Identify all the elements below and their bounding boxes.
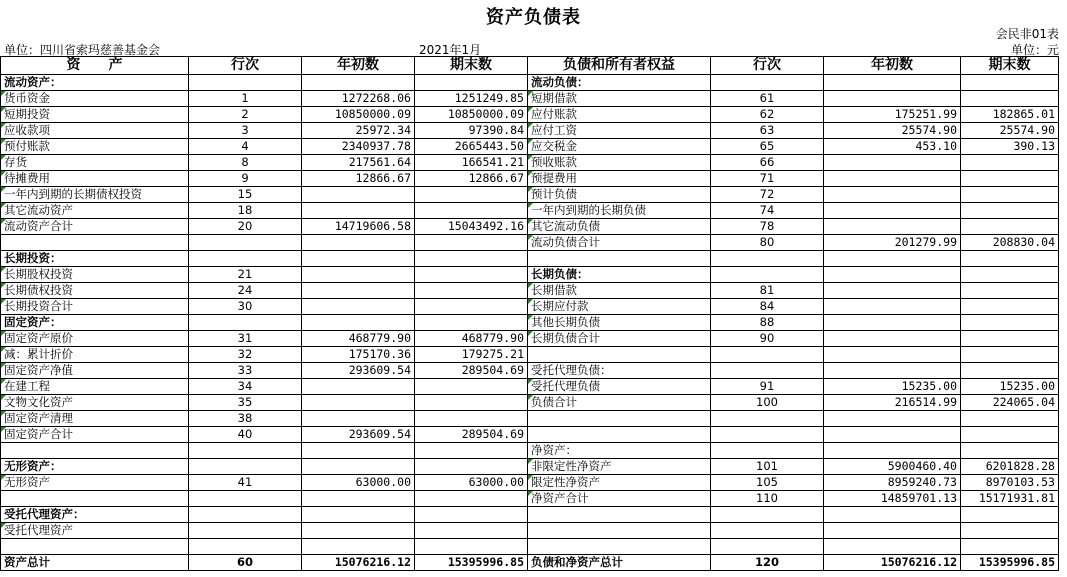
asset-line-cell[interactable]: 1 bbox=[189, 91, 302, 107]
liability-line-cell[interactable]: 81 bbox=[711, 283, 824, 299]
liability-line-cell[interactable]: 110 bbox=[711, 491, 824, 507]
asset-begin-cell[interactable] bbox=[302, 395, 415, 411]
liability-line-cell[interactable] bbox=[711, 347, 824, 363]
liability-name-cell[interactable]: 受托代理负债 bbox=[528, 379, 711, 395]
asset-begin-cell[interactable] bbox=[302, 507, 415, 523]
asset-begin-cell[interactable] bbox=[302, 187, 415, 203]
asset-line-cell[interactable]: 21 bbox=[189, 267, 302, 283]
asset-end-cell[interactable] bbox=[415, 539, 528, 555]
asset-name-cell[interactable]: 应收款项 bbox=[1, 123, 189, 139]
table-row bbox=[1, 315, 1059, 331]
table-row bbox=[1, 171, 1059, 187]
liability-line-cell[interactable] bbox=[711, 523, 824, 539]
liability-begin-cell[interactable] bbox=[824, 155, 961, 171]
liability-name-cell[interactable]: 净资产： bbox=[528, 443, 711, 459]
liability-begin-cell[interactable] bbox=[824, 91, 961, 107]
liability-line-cell[interactable]: 74 bbox=[711, 203, 824, 219]
liability-begin-cell[interactable]: 201279.99 bbox=[824, 235, 961, 251]
asset-end-cell[interactable] bbox=[415, 75, 528, 91]
asset-begin-cell[interactable]: 468779.90 bbox=[302, 331, 415, 347]
asset-line-cell[interactable]: 34 bbox=[189, 379, 302, 395]
asset-end-cell[interactable] bbox=[415, 203, 528, 219]
currency-unit: 单位：元 bbox=[1010, 43, 1059, 57]
asset-begin-cell[interactable] bbox=[302, 267, 415, 283]
asset-line-cell[interactable]: 35 bbox=[189, 395, 302, 411]
asset-end-cell[interactable] bbox=[415, 283, 528, 299]
liability-end-cell[interactable] bbox=[961, 347, 1059, 363]
asset-line-cell[interactable] bbox=[189, 523, 302, 539]
liability-name-cell[interactable]: 一年内到期的长期负债 bbox=[528, 203, 711, 219]
liability-end-cell[interactable] bbox=[961, 523, 1059, 539]
col-header-end[interactable]: 期末数 bbox=[415, 57, 528, 75]
liability-end-cell[interactable] bbox=[961, 411, 1059, 427]
asset-end-cell[interactable]: 2665443.50 bbox=[415, 139, 528, 155]
asset-name-cell[interactable]: 固定资产： bbox=[1, 315, 189, 331]
asset-name-cell[interactable]: 短期投资 bbox=[1, 107, 189, 123]
liability-line-cell[interactable]: 100 bbox=[711, 395, 824, 411]
asset-end-cell[interactable]: 1251249.85 bbox=[415, 91, 528, 107]
liability-end-cell[interactable] bbox=[961, 507, 1059, 523]
asset-begin-cell[interactable] bbox=[302, 203, 415, 219]
liability-begin-cell[interactable]: 15076216.12 bbox=[824, 555, 961, 571]
asset-begin-cell[interactable] bbox=[302, 379, 415, 395]
asset-line-cell[interactable] bbox=[189, 443, 302, 459]
liability-end-cell[interactable] bbox=[961, 267, 1059, 283]
asset-line-cell[interactable]: 30 bbox=[189, 299, 302, 315]
asset-line-cell[interactable] bbox=[189, 459, 302, 475]
liability-begin-cell[interactable] bbox=[824, 283, 961, 299]
col-header-end2[interactable]: 期末数 bbox=[961, 57, 1059, 75]
asset-line-cell[interactable] bbox=[189, 491, 302, 507]
liability-begin-cell[interactable]: 8959240.73 bbox=[824, 475, 961, 491]
liability-end-cell[interactable]: 15235.00 bbox=[961, 379, 1059, 395]
asset-begin-cell[interactable]: 14719606.58 bbox=[302, 219, 415, 235]
liability-name-cell[interactable] bbox=[528, 523, 711, 539]
liability-end-cell[interactable] bbox=[961, 283, 1059, 299]
asset-line-cell[interactable]: 18 bbox=[189, 203, 302, 219]
table-row bbox=[1, 491, 1059, 507]
asset-line-cell[interactable]: 60 bbox=[189, 555, 302, 571]
asset-begin-cell[interactable] bbox=[302, 75, 415, 91]
liability-begin-cell[interactable] bbox=[824, 347, 961, 363]
liability-line-cell[interactable]: 71 bbox=[711, 171, 824, 187]
liability-name-cell[interactable]: 预收账款 bbox=[528, 155, 711, 171]
table-row bbox=[1, 459, 1059, 475]
liability-end-cell[interactable] bbox=[961, 443, 1059, 459]
liability-line-cell[interactable] bbox=[711, 75, 824, 91]
asset-begin-cell[interactable]: 2340937.78 bbox=[302, 139, 415, 155]
asset-name-cell[interactable]: 受托代理资产： bbox=[1, 507, 189, 523]
asset-name-cell[interactable]: 无形资产： bbox=[1, 459, 189, 475]
liability-begin-cell[interactable] bbox=[824, 507, 961, 523]
liability-line-cell[interactable]: 120 bbox=[711, 555, 824, 571]
table-row bbox=[1, 427, 1059, 443]
liability-begin-cell[interactable] bbox=[824, 523, 961, 539]
asset-name-cell[interactable]: 文物文化资产 bbox=[1, 395, 189, 411]
liability-end-cell[interactable] bbox=[961, 363, 1059, 379]
liability-end-cell[interactable]: 6201828.28 bbox=[961, 459, 1059, 475]
liability-end-cell[interactable] bbox=[961, 155, 1059, 171]
liability-line-cell[interactable] bbox=[711, 443, 824, 459]
asset-name-cell[interactable]: 受托代理资产 bbox=[1, 523, 189, 539]
liability-line-cell[interactable]: 63 bbox=[711, 123, 824, 139]
liability-end-cell[interactable] bbox=[961, 91, 1059, 107]
asset-name-cell[interactable]: 长期股权投资 bbox=[1, 267, 189, 283]
liability-end-cell[interactable]: 208830.04 bbox=[961, 235, 1059, 251]
asset-line-cell[interactable]: 8 bbox=[189, 155, 302, 171]
liability-line-cell[interactable]: 78 bbox=[711, 219, 824, 235]
asset-line-cell[interactable]: 41 bbox=[189, 475, 302, 491]
liability-name-cell[interactable]: 应付账款 bbox=[528, 107, 711, 123]
liability-begin-cell[interactable]: 14859701.13 bbox=[824, 491, 961, 507]
asset-line-cell[interactable]: 2 bbox=[189, 107, 302, 123]
asset-end-cell[interactable]: 179275.21 bbox=[415, 347, 528, 363]
col-header-asset[interactable]: 资 产 bbox=[1, 57, 189, 75]
asset-name-cell[interactable] bbox=[1, 539, 189, 555]
liability-name-cell[interactable]: 负债合计 bbox=[528, 395, 711, 411]
asset-name-cell[interactable]: 长期投资合计 bbox=[1, 299, 189, 315]
asset-end-cell[interactable]: 12866.67 bbox=[415, 171, 528, 187]
liability-name-cell[interactable] bbox=[528, 251, 711, 267]
liability-name-cell[interactable]: 流动负债合计 bbox=[528, 235, 711, 251]
asset-line-cell[interactable]: 32 bbox=[189, 347, 302, 363]
asset-name-cell[interactable]: 流动资产： bbox=[1, 75, 189, 91]
table-row bbox=[1, 187, 1059, 203]
col-header-liability[interactable]: 负债和所有者权益 bbox=[528, 57, 711, 75]
asset-end-cell[interactable]: 166541.21 bbox=[415, 155, 528, 171]
asset-begin-cell[interactable]: 175170.36 bbox=[302, 347, 415, 363]
asset-end-cell[interactable] bbox=[415, 459, 528, 475]
liability-begin-cell[interactable]: 175251.99 bbox=[824, 107, 961, 123]
liability-line-cell[interactable]: 66 bbox=[711, 155, 824, 171]
liability-end-cell[interactable]: 25574.90 bbox=[961, 123, 1059, 139]
asset-end-cell[interactable] bbox=[415, 507, 528, 523]
liability-line-cell[interactable]: 90 bbox=[711, 331, 824, 347]
asset-begin-cell[interactable] bbox=[302, 283, 415, 299]
table-row bbox=[1, 507, 1059, 523]
liability-begin-cell[interactable] bbox=[824, 539, 961, 555]
asset-end-cell[interactable] bbox=[415, 235, 528, 251]
liability-line-cell[interactable] bbox=[711, 427, 824, 443]
liability-line-cell[interactable]: 91 bbox=[711, 379, 824, 395]
table-row bbox=[1, 107, 1059, 123]
liability-line-cell[interactable]: 65 bbox=[711, 139, 824, 155]
table-row bbox=[1, 91, 1059, 107]
liability-begin-cell[interactable]: 5900460.40 bbox=[824, 459, 961, 475]
asset-name-cell[interactable]: 无形资产 bbox=[1, 475, 189, 491]
liability-begin-cell[interactable] bbox=[824, 299, 961, 315]
asset-end-cell[interactable]: 15043492.16 bbox=[415, 219, 528, 235]
asset-name-cell[interactable]: 在建工程 bbox=[1, 379, 189, 395]
asset-end-cell[interactable] bbox=[415, 267, 528, 283]
asset-name-cell[interactable] bbox=[1, 491, 189, 507]
asset-line-cell[interactable] bbox=[189, 315, 302, 331]
asset-begin-cell[interactable]: 12866.67 bbox=[302, 171, 415, 187]
table-row bbox=[1, 267, 1059, 283]
liability-line-cell[interactable]: 62 bbox=[711, 107, 824, 123]
table-row bbox=[1, 443, 1059, 459]
table-row bbox=[1, 379, 1059, 395]
asset-name-cell[interactable]: 流动资产合计 bbox=[1, 219, 189, 235]
asset-name-cell[interactable]: 其它流动资产 bbox=[1, 203, 189, 219]
asset-begin-cell[interactable] bbox=[302, 251, 415, 267]
asset-line-cell[interactable]: 33 bbox=[189, 363, 302, 379]
liability-end-cell[interactable] bbox=[961, 75, 1059, 91]
table-row bbox=[1, 283, 1059, 299]
asset-line-cell[interactable]: 3 bbox=[189, 123, 302, 139]
asset-end-cell[interactable] bbox=[415, 315, 528, 331]
liability-line-cell[interactable]: 84 bbox=[711, 299, 824, 315]
liability-line-cell[interactable] bbox=[711, 363, 824, 379]
asset-end-cell[interactable] bbox=[415, 523, 528, 539]
liability-begin-cell[interactable]: 216514.99 bbox=[824, 395, 961, 411]
liability-name-cell[interactable]: 预计负债 bbox=[528, 187, 711, 203]
liability-name-cell[interactable]: 负债和净资产总计 bbox=[528, 555, 711, 571]
asset-end-cell[interactable] bbox=[415, 299, 528, 315]
liability-begin-cell[interactable] bbox=[824, 411, 961, 427]
reporting-entity: 单位：四川省索玛慈善基金会 bbox=[4, 43, 161, 57]
table-row bbox=[1, 251, 1059, 267]
asset-begin-cell[interactable] bbox=[302, 315, 415, 331]
liability-end-cell[interactable]: 8970103.53 bbox=[961, 475, 1059, 491]
table-row bbox=[1, 395, 1059, 411]
asset-name-cell[interactable]: 固定资产清理 bbox=[1, 411, 189, 427]
liability-line-cell[interactable]: 72 bbox=[711, 187, 824, 203]
liability-end-cell[interactable] bbox=[961, 203, 1059, 219]
liability-begin-cell[interactable] bbox=[824, 219, 961, 235]
liability-begin-cell[interactable] bbox=[824, 427, 961, 443]
liability-name-cell[interactable]: 其他长期负债 bbox=[528, 315, 711, 331]
liability-end-cell[interactable] bbox=[961, 251, 1059, 267]
column-header-row bbox=[1, 57, 1059, 75]
liability-name-cell[interactable] bbox=[528, 347, 711, 363]
asset-name-cell[interactable]: 长期债权投资 bbox=[1, 283, 189, 299]
col-header-line[interactable]: 行次 bbox=[189, 57, 302, 75]
liability-line-cell[interactable] bbox=[711, 507, 824, 523]
asset-line-cell[interactable]: 9 bbox=[189, 171, 302, 187]
asset-name-cell[interactable]: 货币资金 bbox=[1, 91, 189, 107]
liability-name-cell[interactable]: 长期负债合计 bbox=[528, 331, 711, 347]
liability-end-cell[interactable]: 390.13 bbox=[961, 139, 1059, 155]
asset-begin-cell[interactable]: 63000.00 bbox=[302, 475, 415, 491]
report-title: 资产负债表 bbox=[486, 7, 581, 28]
asset-end-cell[interactable] bbox=[415, 411, 528, 427]
liability-begin-cell[interactable] bbox=[824, 267, 961, 283]
asset-name-cell[interactable]: 固定资产原价 bbox=[1, 331, 189, 347]
liability-begin-cell[interactable] bbox=[824, 251, 961, 267]
asset-end-cell[interactable]: 97390.84 bbox=[415, 123, 528, 139]
liability-name-cell[interactable]: 长期借款 bbox=[528, 283, 711, 299]
col-header-line2[interactable]: 行次 bbox=[711, 57, 824, 75]
asset-end-cell[interactable]: 10850000.09 bbox=[415, 107, 528, 123]
liability-end-cell[interactable]: 15395996.85 bbox=[961, 555, 1059, 571]
liability-end-cell[interactable]: 182865.01 bbox=[961, 107, 1059, 123]
asset-begin-cell[interactable] bbox=[302, 459, 415, 475]
liability-name-cell[interactable]: 净资产合计 bbox=[528, 491, 711, 507]
asset-end-cell[interactable]: 289504.69 bbox=[415, 427, 528, 443]
liability-name-cell[interactable] bbox=[528, 427, 711, 443]
asset-begin-cell[interactable] bbox=[302, 491, 415, 507]
liability-name-cell[interactable]: 受托代理负债： bbox=[528, 363, 711, 379]
asset-name-cell[interactable]: 固定资产净值 bbox=[1, 363, 189, 379]
liability-end-cell[interactable] bbox=[961, 219, 1059, 235]
liability-name-cell[interactable]: 应付工资 bbox=[528, 123, 711, 139]
asset-end-cell[interactable] bbox=[415, 491, 528, 507]
asset-line-cell[interactable]: 31 bbox=[189, 331, 302, 347]
liability-end-cell[interactable] bbox=[961, 299, 1059, 315]
asset-name-cell[interactable]: 预付账款 bbox=[1, 139, 189, 155]
asset-begin-cell[interactable] bbox=[302, 539, 415, 555]
liability-end-cell[interactable] bbox=[961, 187, 1059, 203]
asset-begin-cell[interactable]: 15076216.12 bbox=[302, 555, 415, 571]
asset-line-cell[interactable]: 4 bbox=[189, 139, 302, 155]
table-row bbox=[1, 523, 1059, 539]
liability-name-cell[interactable]: 其它流动负债 bbox=[528, 219, 711, 235]
asset-name-cell[interactable] bbox=[1, 235, 189, 251]
col-header-begin[interactable]: 年初数 bbox=[302, 57, 415, 75]
col-header-begin2[interactable]: 年初数 bbox=[824, 57, 961, 75]
liability-name-cell[interactable]: 长期负债： bbox=[528, 267, 711, 283]
liability-name-cell[interactable]: 应交税金 bbox=[528, 139, 711, 155]
liability-end-cell[interactable]: 15171931.81 bbox=[961, 491, 1059, 507]
asset-begin-cell[interactable] bbox=[302, 411, 415, 427]
asset-begin-cell[interactable] bbox=[302, 523, 415, 539]
asset-begin-cell[interactable]: 293609.54 bbox=[302, 427, 415, 443]
asset-line-cell[interactable]: 15 bbox=[189, 187, 302, 203]
liability-begin-cell[interactable] bbox=[824, 171, 961, 187]
asset-end-cell[interactable]: 15395996.85 bbox=[415, 555, 528, 571]
table-row bbox=[1, 539, 1059, 555]
asset-end-cell[interactable]: 63000.00 bbox=[415, 475, 528, 491]
form-code: 会民非01表 bbox=[995, 27, 1059, 41]
table-row bbox=[1, 139, 1059, 155]
liability-begin-cell[interactable] bbox=[824, 187, 961, 203]
liability-end-cell[interactable] bbox=[961, 315, 1059, 331]
asset-line-cell[interactable] bbox=[189, 539, 302, 555]
liability-end-cell[interactable] bbox=[961, 539, 1059, 555]
asset-begin-cell[interactable]: 1272268.06 bbox=[302, 91, 415, 107]
asset-line-cell[interactable] bbox=[189, 235, 302, 251]
table-row bbox=[1, 555, 1059, 571]
liability-line-cell[interactable] bbox=[711, 411, 824, 427]
asset-line-cell[interactable]: 38 bbox=[189, 411, 302, 427]
asset-name-cell[interactable]: 资产总计 bbox=[1, 555, 189, 571]
table-row bbox=[1, 155, 1059, 171]
liability-begin-cell[interactable] bbox=[824, 75, 961, 91]
liability-begin-cell[interactable] bbox=[824, 315, 961, 331]
asset-name-cell[interactable]: 一年内到期的长期债权投资 bbox=[1, 187, 189, 203]
asset-name-cell[interactable]: 减：累计折价 bbox=[1, 347, 189, 363]
liability-line-cell[interactable] bbox=[711, 251, 824, 267]
asset-begin-cell[interactable] bbox=[302, 299, 415, 315]
asset-name-cell[interactable]: 固定资产合计 bbox=[1, 427, 189, 443]
asset-line-cell[interactable] bbox=[189, 75, 302, 91]
liability-end-cell[interactable] bbox=[961, 171, 1059, 187]
table-row bbox=[1, 475, 1059, 491]
liability-name-cell[interactable]: 预提费用 bbox=[528, 171, 711, 187]
asset-line-cell[interactable]: 40 bbox=[189, 427, 302, 443]
liability-end-cell[interactable]: 224065.04 bbox=[961, 395, 1059, 411]
asset-end-cell[interactable] bbox=[415, 187, 528, 203]
asset-begin-cell[interactable]: 10850000.09 bbox=[302, 107, 415, 123]
report-period: 2021年1月 bbox=[419, 43, 482, 57]
table-row bbox=[1, 75, 1059, 91]
table-row bbox=[1, 411, 1059, 427]
table-row bbox=[1, 235, 1059, 251]
asset-name-cell[interactable]: 待摊费用 bbox=[1, 171, 189, 187]
liability-end-cell[interactable] bbox=[961, 427, 1059, 443]
asset-end-cell[interactable]: 289504.69 bbox=[415, 363, 528, 379]
liability-begin-cell[interactable]: 15235.00 bbox=[824, 379, 961, 395]
asset-end-cell[interactable] bbox=[415, 395, 528, 411]
table-row bbox=[1, 219, 1059, 235]
balance-sheet-table bbox=[0, 56, 1059, 571]
liability-line-cell[interactable] bbox=[711, 539, 824, 555]
asset-name-cell[interactable] bbox=[1, 443, 189, 459]
liability-begin-cell[interactable] bbox=[824, 363, 961, 379]
asset-end-cell[interactable] bbox=[415, 443, 528, 459]
liability-name-cell[interactable] bbox=[528, 539, 711, 555]
liability-name-cell[interactable]: 短期借款 bbox=[528, 91, 711, 107]
asset-end-cell[interactable]: 468779.90 bbox=[415, 331, 528, 347]
liability-begin-cell[interactable]: 25574.90 bbox=[824, 123, 961, 139]
asset-line-cell[interactable]: 24 bbox=[189, 283, 302, 299]
asset-begin-cell[interactable]: 25972.34 bbox=[302, 123, 415, 139]
asset-begin-cell[interactable] bbox=[302, 443, 415, 459]
liability-end-cell[interactable] bbox=[961, 331, 1059, 347]
liability-line-cell[interactable]: 80 bbox=[711, 235, 824, 251]
liability-name-cell[interactable]: 限定性净资产 bbox=[528, 475, 711, 491]
liability-name-cell[interactable]: 长期应付款 bbox=[528, 299, 711, 315]
asset-begin-cell[interactable] bbox=[302, 235, 415, 251]
asset-begin-cell[interactable]: 293609.54 bbox=[302, 363, 415, 379]
liability-begin-cell[interactable] bbox=[824, 203, 961, 219]
table-row bbox=[1, 299, 1059, 315]
liability-begin-cell[interactable]: 453.10 bbox=[824, 139, 961, 155]
table-row bbox=[1, 363, 1059, 379]
asset-name-cell[interactable]: 存货 bbox=[1, 155, 189, 171]
table-row bbox=[1, 203, 1059, 219]
liability-begin-cell[interactable] bbox=[824, 331, 961, 347]
liability-line-cell[interactable]: 105 bbox=[711, 475, 824, 491]
liability-name-cell[interactable]: 流动负债： bbox=[528, 75, 711, 91]
liability-line-cell[interactable] bbox=[711, 267, 824, 283]
liability-name-cell[interactable]: 非限定性净资产 bbox=[528, 459, 711, 475]
table-row bbox=[1, 123, 1059, 139]
liability-name-cell[interactable] bbox=[528, 507, 711, 523]
asset-end-cell[interactable] bbox=[415, 251, 528, 267]
liability-line-cell[interactable]: 101 bbox=[711, 459, 824, 475]
asset-line-cell[interactable]: 20 bbox=[189, 219, 302, 235]
liability-line-cell[interactable]: 61 bbox=[711, 91, 824, 107]
asset-name-cell[interactable]: 长期投资： bbox=[1, 251, 189, 267]
table-row bbox=[1, 331, 1059, 347]
liability-begin-cell[interactable] bbox=[824, 443, 961, 459]
liability-line-cell[interactable]: 88 bbox=[711, 315, 824, 331]
asset-end-cell[interactable] bbox=[415, 379, 528, 395]
asset-begin-cell[interactable]: 217561.64 bbox=[302, 155, 415, 171]
asset-line-cell[interactable] bbox=[189, 507, 302, 523]
liability-name-cell[interactable] bbox=[528, 411, 711, 427]
asset-line-cell[interactable] bbox=[189, 251, 302, 267]
table-row bbox=[1, 347, 1059, 363]
